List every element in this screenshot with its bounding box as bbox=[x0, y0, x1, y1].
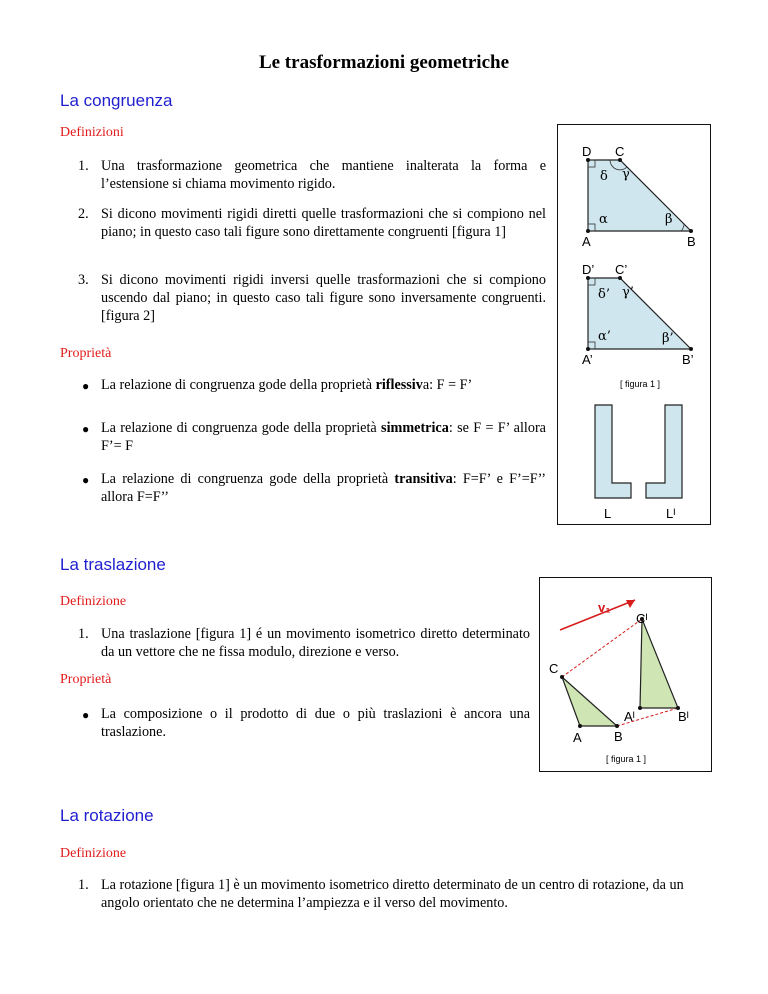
label-beta: β bbox=[665, 212, 673, 227]
bullet-icon: ● bbox=[82, 379, 90, 393]
item-text: Si dicono movimenti rigidi diretti quelle trasformazioni che si compiono nel piano; in questo caso tali figure sono direttamente congruenti [figura 1] bbox=[101, 206, 546, 240]
item-text: Una traslazione [figura 1] é un movimento isometrico diretto determinato da un vettore che ne fissa modulo, direzione e verso. bbox=[101, 626, 530, 660]
label-c: C bbox=[549, 661, 559, 676]
arrowhead-icon bbox=[626, 600, 635, 608]
point-a-prime bbox=[586, 347, 590, 351]
point-c bbox=[560, 675, 564, 679]
label-l: L bbox=[604, 506, 612, 521]
label-b-prime: Bᴵ bbox=[678, 709, 689, 724]
section-heading-rotazione: La rotazione bbox=[60, 806, 154, 825]
definition-item-2 bbox=[78, 205, 546, 241]
item-number: 1. bbox=[78, 877, 89, 893]
label-delta: δ bbox=[600, 169, 608, 184]
label-l-prime: Lᴵ bbox=[666, 506, 676, 521]
point-b-prime bbox=[689, 347, 693, 351]
figure-caption: [ figura 1 ] bbox=[606, 754, 647, 764]
definition-item-1 bbox=[78, 876, 710, 912]
item-text: Una trasformazione geometrica che mantiene inalterata la forma e l’estensione si chiama movimento rigido. bbox=[101, 158, 546, 192]
definition-item-1 bbox=[78, 157, 546, 193]
bullet-icon: ● bbox=[82, 708, 90, 722]
item-text: La rotazione [figura 1] è un movimento isometrico diretto determinato de un centro di rotazione, da un angolo orientato che ne determina l’ampiezza e il verso del movimento. bbox=[101, 877, 684, 911]
translation-diagram bbox=[540, 578, 711, 771]
translation-guide bbox=[562, 619, 642, 677]
definition-item-1 bbox=[78, 625, 530, 661]
item-text: Si dicono movimenti rigidi inversi quelle trasformazioni che si compiono uscendo dal piano; in questo caso tali figure sono inversamente congruenti. [figura 2] bbox=[101, 272, 546, 324]
point-b bbox=[615, 724, 619, 728]
label-gamma: γ bbox=[622, 167, 630, 182]
definition-heading: Definizione bbox=[60, 594, 127, 609]
bullet-icon: ● bbox=[82, 422, 90, 436]
section-heading-congruenza: La congruenza bbox=[60, 91, 173, 110]
item-text: La relazione di congruenza gode della proprietà simmetrica: se F = F’ allora F’= F bbox=[101, 420, 546, 454]
label-alpha: α bbox=[599, 212, 608, 227]
figure-caption: [ figura 1 ] bbox=[620, 379, 661, 389]
item-text: La relazione di congruenza gode della proprietà riflessiva: F = F’ bbox=[101, 377, 473, 393]
label-b: B bbox=[687, 234, 696, 249]
properties-heading: Proprietà bbox=[60, 672, 112, 687]
label-c-prime: C’ bbox=[615, 262, 628, 277]
triangle-abc-prime bbox=[640, 619, 678, 708]
item-text: La relazione di congruenza gode della proprietà transitiva: F=F’ e F’=F’’ allora F=F’’ bbox=[101, 471, 546, 505]
definition-heading: Definizione bbox=[60, 846, 127, 861]
label-d: D bbox=[582, 144, 592, 159]
page-title: Le trasformazioni geometriche bbox=[258, 52, 510, 73]
property-item-2 bbox=[78, 419, 546, 455]
section-heading-traslazione: La traslazione bbox=[60, 555, 166, 574]
label-a: A bbox=[573, 730, 582, 745]
point-a bbox=[586, 229, 590, 233]
definitions-heading: Definizioni bbox=[60, 125, 124, 140]
item-number: 1. bbox=[78, 158, 89, 174]
label-c-prime: Cᴵ bbox=[636, 611, 648, 626]
point-a bbox=[578, 724, 582, 728]
property-item-1 bbox=[78, 705, 530, 741]
item-number: 1. bbox=[78, 626, 89, 642]
label-d-prime: D’ bbox=[582, 262, 595, 277]
shape-l bbox=[595, 405, 631, 498]
label-a: A bbox=[582, 234, 591, 249]
definition-item-3 bbox=[78, 271, 546, 325]
item-number: 3. bbox=[78, 272, 89, 288]
label-b-prime: B’ bbox=[682, 352, 694, 367]
property-item-3 bbox=[78, 470, 546, 506]
figure-congruenza bbox=[557, 124, 711, 525]
point-a-prime bbox=[638, 706, 642, 710]
triangle-abc bbox=[562, 677, 617, 726]
label-c: C bbox=[615, 144, 625, 159]
properties-heading: Proprietà bbox=[60, 346, 112, 361]
congruence-diagram bbox=[558, 125, 710, 524]
property-item-1 bbox=[78, 376, 546, 394]
item-number: 2. bbox=[78, 206, 89, 222]
label-b: B bbox=[614, 729, 623, 744]
label-alpha-prime: α’ bbox=[598, 329, 611, 344]
label-a-prime: A’ bbox=[582, 352, 593, 367]
vector-label: v₁ bbox=[598, 600, 611, 615]
bullet-icon: ● bbox=[82, 473, 90, 487]
label-a-prime: Aᴵ bbox=[624, 709, 635, 724]
figure-traslazione bbox=[539, 577, 712, 772]
label-gamma-prime: γ’ bbox=[622, 285, 634, 300]
item-text: La composizione o il prodotto di due o più traslazioni è ancora una traslazione. bbox=[101, 706, 530, 740]
label-delta-prime: δ’ bbox=[598, 287, 610, 302]
point-b bbox=[689, 229, 693, 233]
label-beta-prime: β’ bbox=[662, 331, 674, 346]
shape-l-prime bbox=[646, 405, 682, 498]
